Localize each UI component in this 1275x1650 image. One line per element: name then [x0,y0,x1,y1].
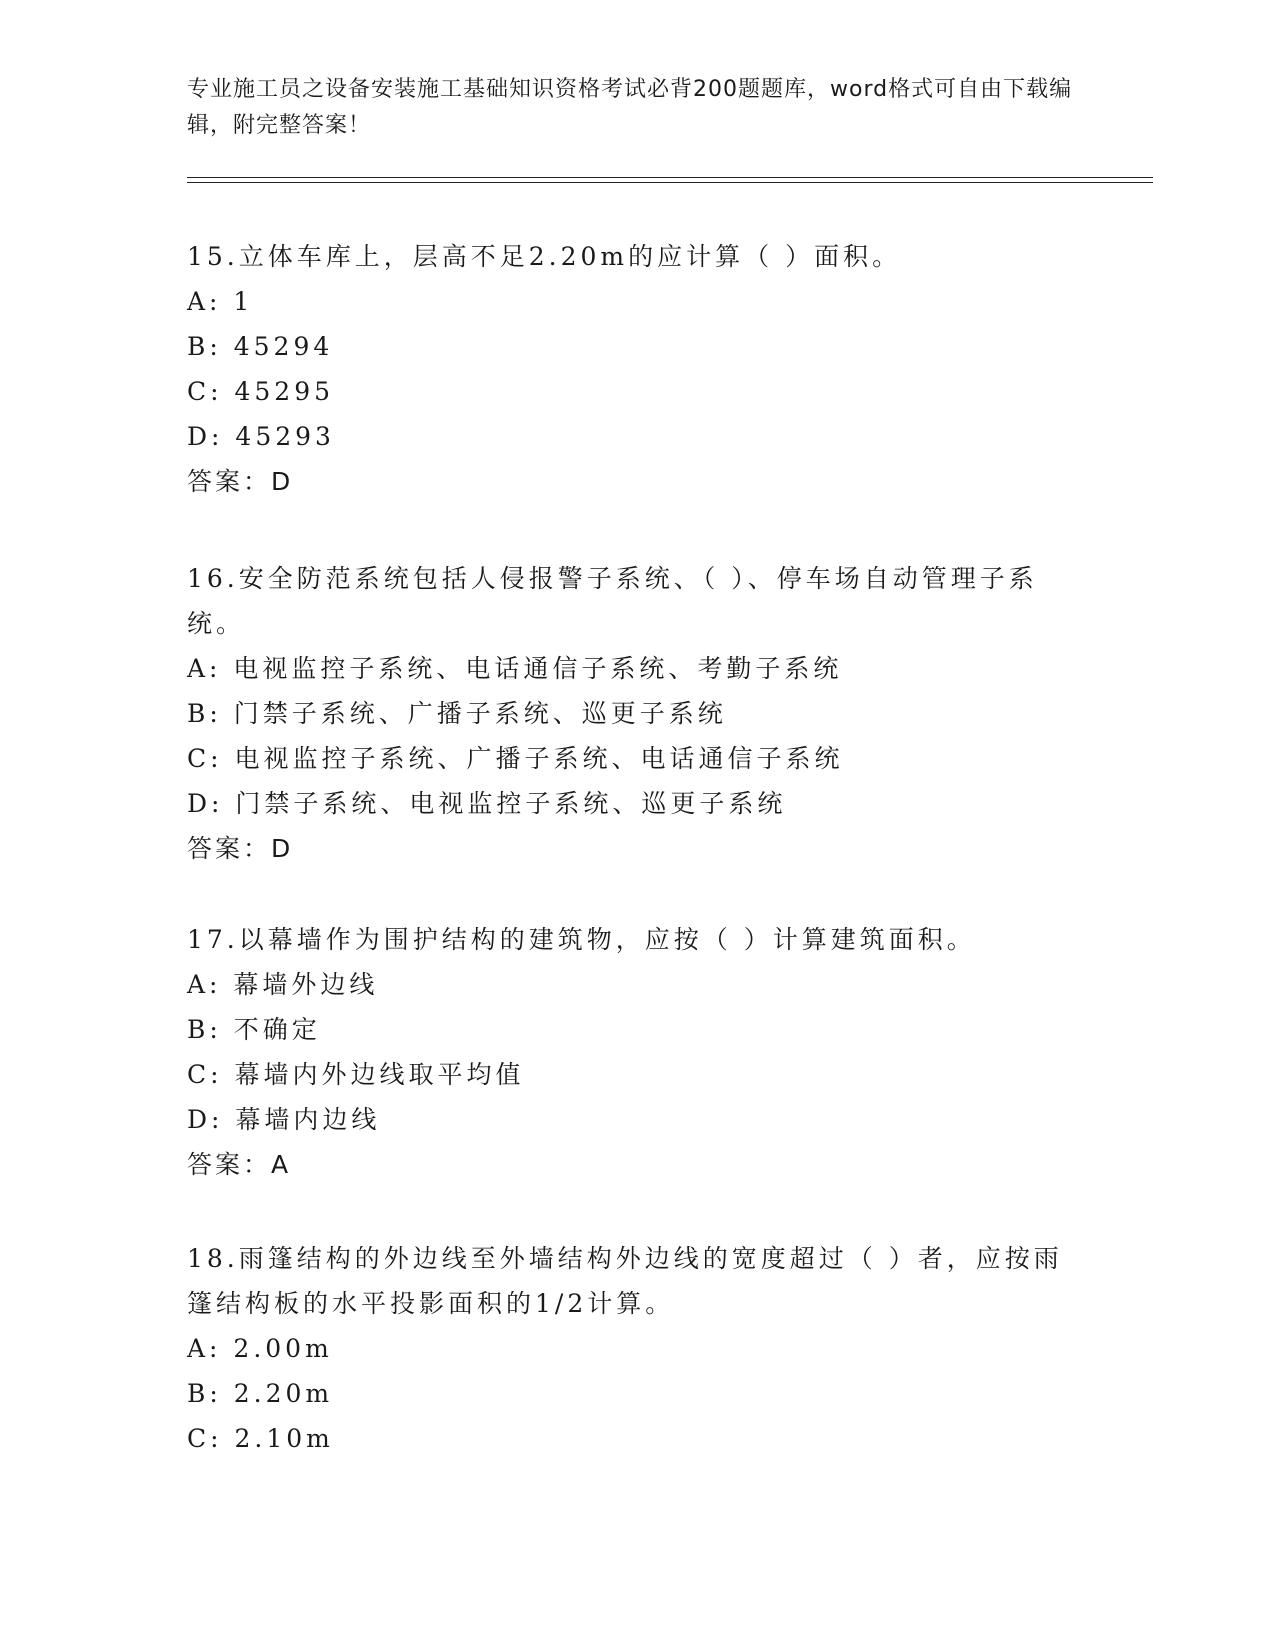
question-17 [187,917,1067,1187]
option-c: C: 2.10m [187,1424,334,1453]
option-c: C: 幕墙内外边线取平均值 [187,1060,525,1089]
question-stem: 16.安全防范系统包括人侵报警子系统、（ ）、停车场自动管理子系统。 [187,564,1038,638]
option-b: B: 门禁子系统、广播子系统、巡更子系统 [187,699,727,728]
option-a: A: 2.00m [187,1334,333,1363]
option-a: A: 电视监控子系统、电话通信子系统、考勤子系统 [187,654,843,683]
header-divider-top [187,177,1153,178]
header-divider-bottom [187,182,1153,183]
option-c: C: 电视监控子系统、广播子系统、电话通信子系统 [187,744,844,773]
option-b: B: 2.20m [187,1379,334,1408]
question-stem: 15.立体车库上，层高不足2.20m的应计算（ ）面积。 [187,242,902,271]
option-a: A: 幕墙外边线 [187,970,379,999]
document-header: 专业施工员之设备安装施工基础知识资格考试必背200题题库，word格式可自由下载编辑，附完整答案！ [187,77,1073,138]
option-a: A: 1 [187,287,254,316]
option-b: B: 45294 [187,332,334,361]
option-b: B: 不确定 [187,1015,321,1044]
answer-line: 答案：A [187,1150,292,1179]
question-18 [187,1236,1067,1461]
option-c: C: 45295 [187,377,335,406]
question-16 [187,556,1067,871]
option-d: D: 45293 [187,422,335,451]
option-d: D: 门禁子系统、电视监控子系统、巡更子系统 [187,789,787,818]
question-stem: 18.雨篷结构的外边线至外墙结构外边线的宽度超过（ ）者，应按雨篷结构板的水平投影面积的1/2计算。 [187,1244,1063,1318]
answer-line: 答案：D [187,834,294,863]
answer-line: 答案：D [187,467,294,496]
option-d: D: 幕墙内边线 [187,1105,381,1134]
question-stem: 17.以幕墙作为围护结构的建筑物，应按（ ）计算建筑面积。 [187,925,976,954]
question-15 [187,234,1067,504]
